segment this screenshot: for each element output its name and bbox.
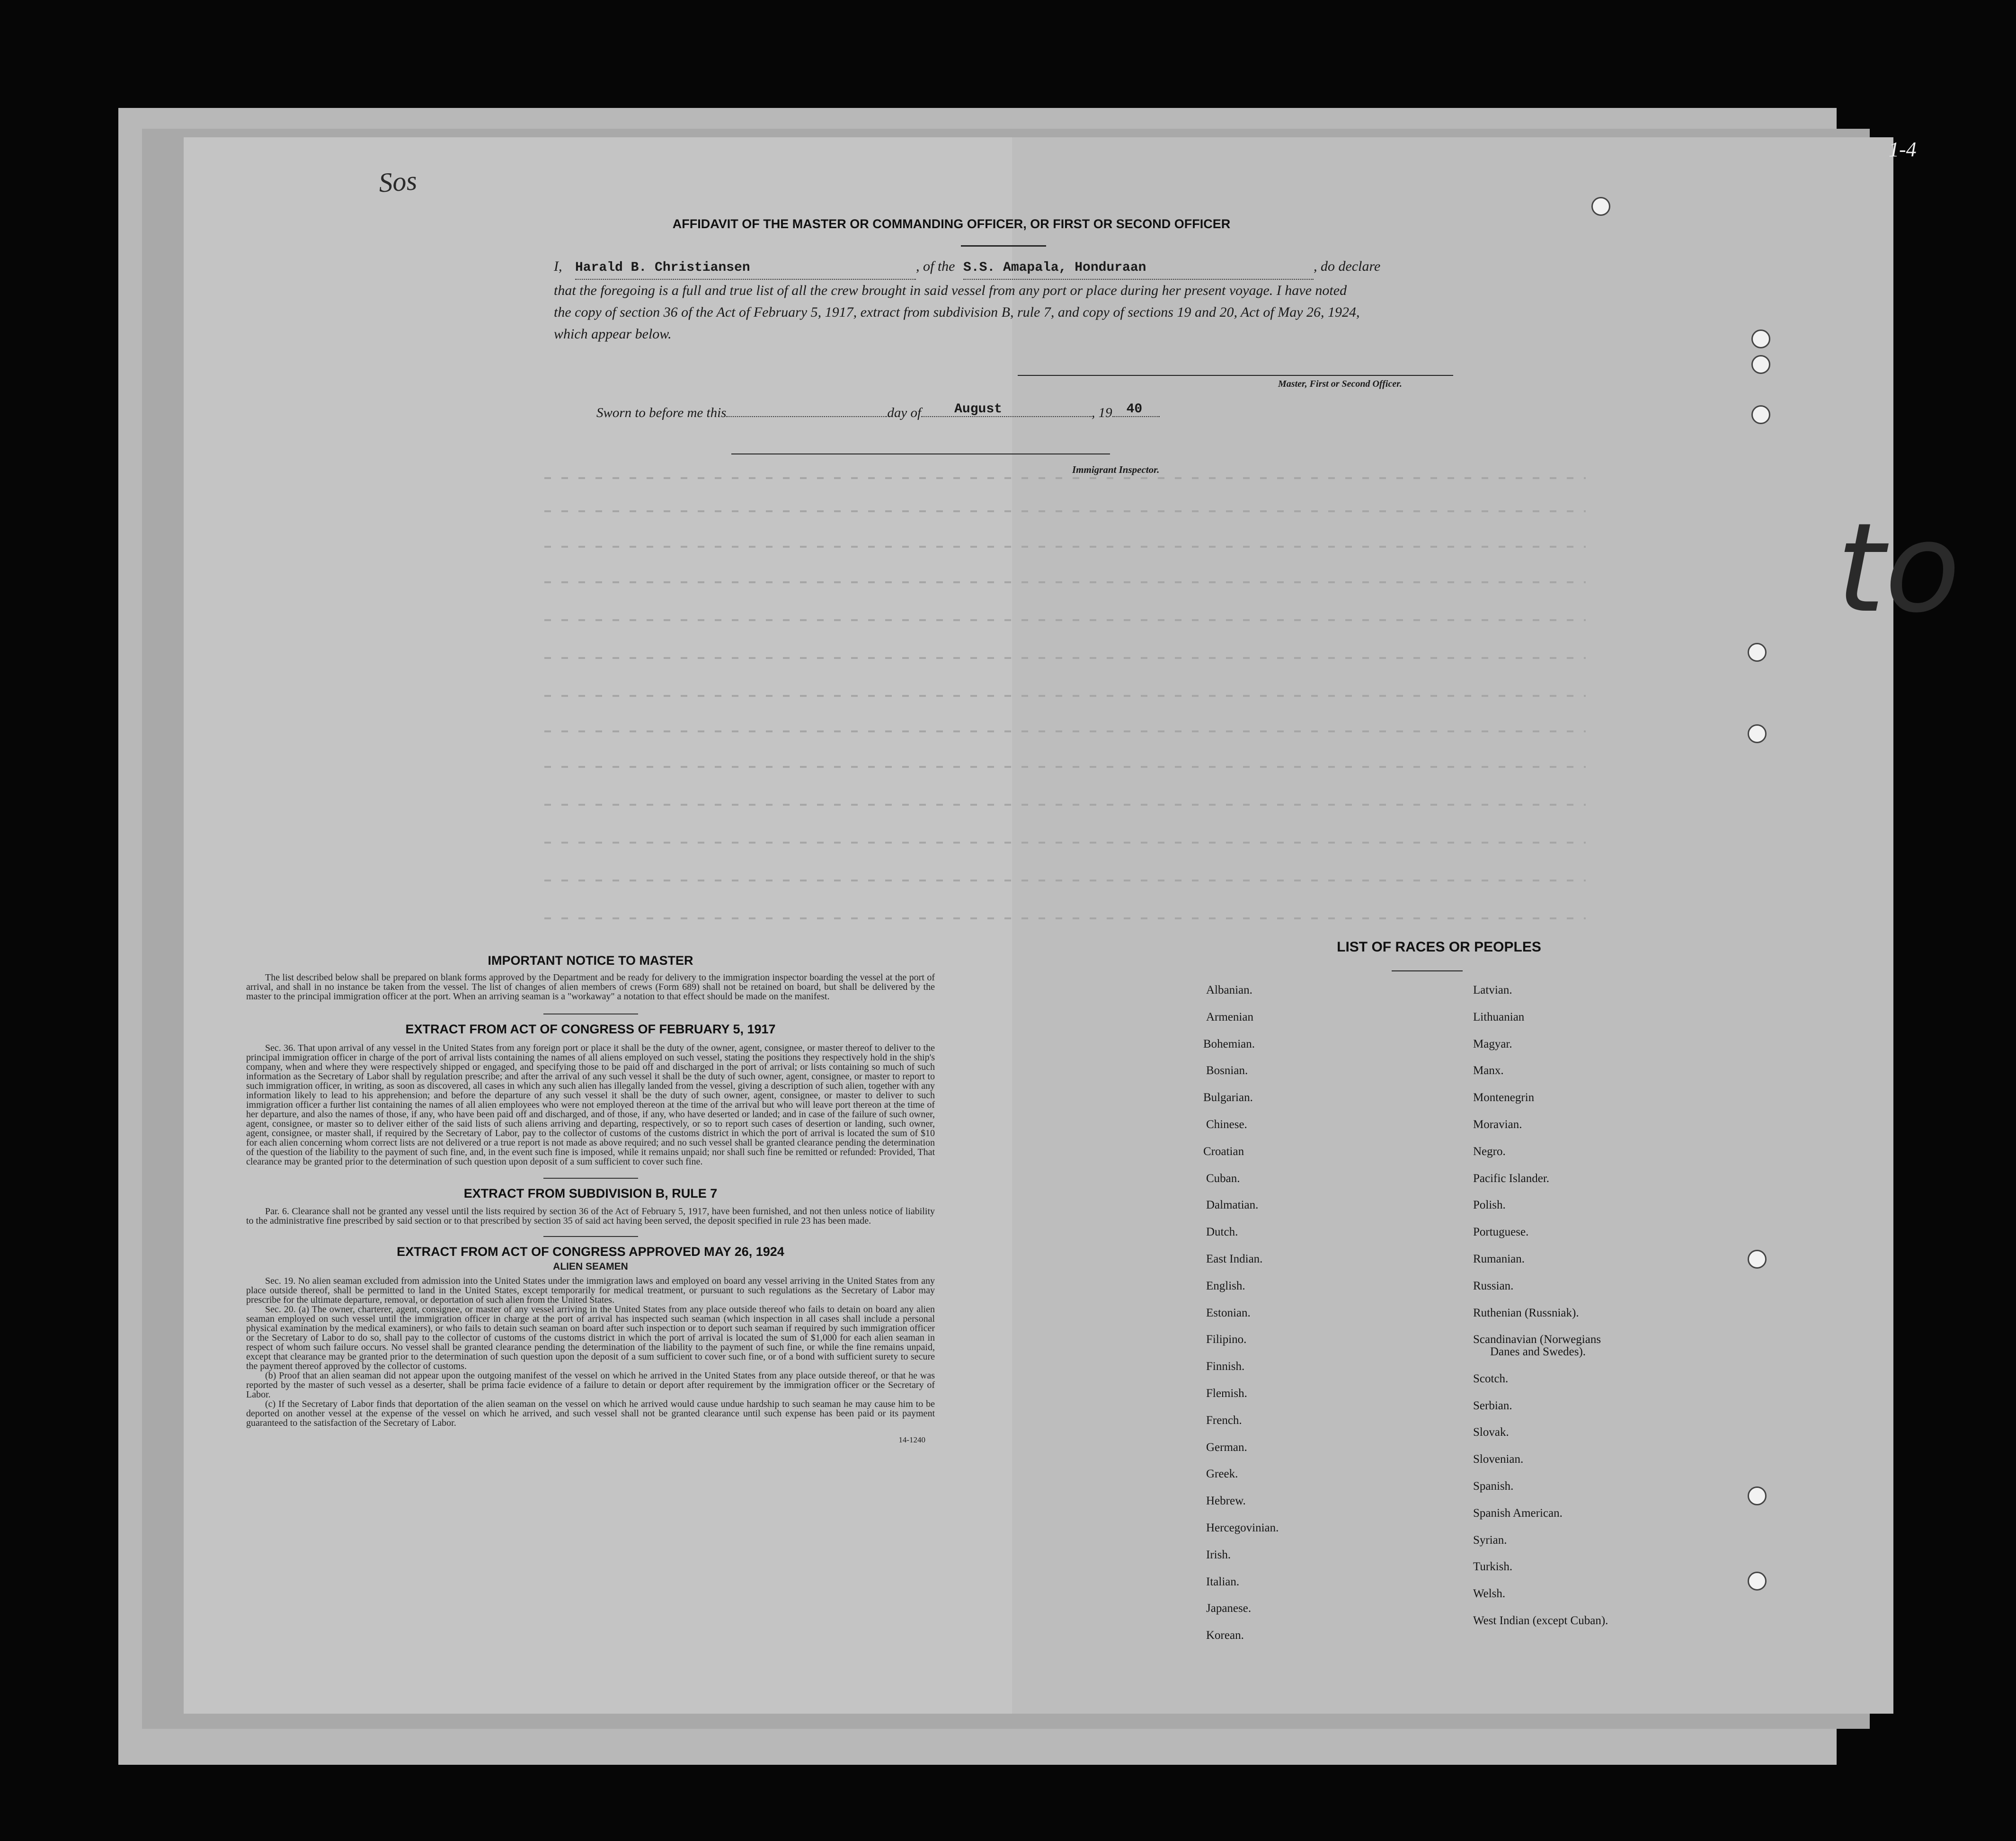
form-number: 14-1240 <box>898 1435 925 1444</box>
notice-body: The list described below shall be prepared on blank forms approved by the Department and be ready for delivery to the immigration inspector boarding the vessel at the port of arrival, and shall in no instance be taken from the vessel. The list of changes of alien members of crews (Form 689) shall not be retained on board, but shall be delivered by the master to the principal immigration officer at the port. When an arriving seaman is a "workaway" a notation to that effect should be made on the manifest. <box>246 972 935 1002</box>
race-item: Pacific Islander. <box>1473 1172 1550 1185</box>
extract-1917-title: EXTRACT FROM ACT OF CONGRESS OF FEBRUARY 5, 1917 <box>405 1022 776 1036</box>
race-item: Rumanian. <box>1473 1253 1525 1265</box>
race-item: Welsh. <box>1473 1587 1506 1601</box>
affidavit-line-4: which appear below. <box>554 326 672 342</box>
year-prefix: , 19 <box>1092 405 1112 420</box>
extract-1917-body: Sec. 36. That upon arrival of any vessel in the United States from any foreign port or place it shall be the duty of the owner, agent, consignee, or master thereof to deliver to the principal immigration officer in charge of the port of arrival lists containing the names of all aliens employed on such vessel, stating the positions they respectively hold in the ship's company, when and where they were respectively shipped or engaged, and specifying those to be paid off and discharged in the port of arrival; or lists containing so much of such information as the Secretary of Labor shall by regulation prescribe; and after the arrival of any such vessel it shall be the duty of such owner, agent, consignee, or master to report to such immigration officer, in writing, as soon as discovered, all cases in which any such alien has illegally landed from the vessel, giving a description of such alien, together with any information likely to lead to his apprehension; and before the departure of any such vessel it shall be the duty of such owner, agent, consignee, or master to deliver to such immigration officer a further list containing the names of all alien employees who were not employed thereon at the time of the arrival but who will leave port thereon at the time of her departure, and also the names of those, if any, who have been paid off and discharged, and of those, if any, who have deserted or landed; and in case of the failure of such owner, agent, consignee, or master so to deliver either of the said lists of such aliens arriving and departing, respectively, or so to report such cases of desertion or landing, such owner, agent, consignee, or master shall, if required by the Secretary of Labor, pay to the collector of customs of the customs district in which the port of arrival is located the sum of $10 for each alien concerning whom correct lists are not delivered or a true report is not made as above required; and no such vessel shall be granted clearance pending the determination of the question of the liability to the payment of such fine, and, in the event such fine is imposed, while it remains unpaid; nor shall such fine be remitted or refunded: Provided, That clearance may be granted prior to the determination of such question upon deposit of a sum sufficient to cover such fine. <box>246 1043 935 1167</box>
margin-note-top-left: Sos <box>377 165 418 198</box>
notice-column <box>246 953 935 1445</box>
sec-19-body: Sec. 19. No alien seaman excluded from admission into the United States under the immigration laws and employed on board any vessel arriving in the United States from any place outside thereof, shall be permitted to land in the United States, except temporarily for medical treatment, or pursuant to such regulations as the Secretary of Labor may prescribe for the ultimate departure, removal, or deportation of such alien from the United States. <box>246 1276 935 1305</box>
punch-hole <box>1751 355 1770 374</box>
race-item: Moravian. <box>1473 1118 1522 1131</box>
master-name: Harald B. Christiansen <box>575 260 750 275</box>
race-item: Slovenian. <box>1473 1453 1524 1466</box>
punch-hole <box>1748 1250 1767 1269</box>
race-item: Cuban. <box>1206 1172 1240 1185</box>
race-item: Spanish American. <box>1473 1506 1563 1520</box>
master-caption: Master, First or Second Officer. <box>1278 379 1402 389</box>
punch-hole <box>1748 724 1767 743</box>
extract-rule7-title: EXTRACT FROM SUBDIVISION B, RULE 7 <box>463 1186 718 1201</box>
race-item: Serbian. <box>1473 1399 1512 1412</box>
notice-title: IMPORTANT NOTICE TO MASTER <box>488 953 693 968</box>
extract-1924-title: EXTRACT FROM ACT OF CONGRESS APPROVED MAY 26, 1924 <box>397 1245 784 1259</box>
race-item: Turkish. <box>1473 1560 1513 1574</box>
race-item: Ruthenian (Russniak). <box>1473 1306 1579 1319</box>
master-signature-line <box>1018 375 1453 376</box>
race-item: East Indian. <box>1206 1253 1263 1265</box>
i-label: I, <box>554 258 562 274</box>
punch-hole <box>1591 197 1610 216</box>
race-item: Japanese. <box>1206 1602 1252 1615</box>
race-item: Hebrew. <box>1206 1494 1246 1508</box>
punch-hole <box>1751 405 1770 424</box>
of-the-label: , of the <box>916 258 955 274</box>
race-item: German. <box>1206 1441 1247 1454</box>
section-rule <box>543 1236 638 1237</box>
alien-seamen-subtitle: ALIEN SEAMEN <box>553 1261 628 1272</box>
race-item: Scotch. <box>1473 1372 1509 1385</box>
races-title: LIST OF RACES OR PEOPLES <box>1337 939 1541 955</box>
margin-note-top-right: 1-4 <box>1889 138 1917 161</box>
section-rule <box>543 1178 638 1179</box>
affidavit-title: AFFIDAVIT OF THE MASTER OR COMMANDING OFFICER, OR FIRST OR SECOND OFFICER <box>672 217 1231 231</box>
day-of-label: day of <box>887 405 922 420</box>
race-item: Spanish. <box>1473 1479 1514 1493</box>
affidavit-body <box>554 256 1453 345</box>
race-item: Portuguese. <box>1473 1226 1529 1239</box>
race-item: Bulgarian. <box>1203 1091 1253 1104</box>
sworn-month: August <box>954 402 1002 417</box>
race-item: Danes and Swedes). <box>1490 1345 1586 1358</box>
race-item: French. <box>1206 1414 1242 1427</box>
sworn-year: 40 <box>1126 402 1143 417</box>
race-item: Latvian. <box>1473 984 1512 996</box>
race-item: Russian. <box>1473 1279 1514 1292</box>
extract-rule7-body: Par. 6. Clearance shall not be granted any vessel until the lists required by section 36 of the Act of February 5, 1917, have been furnished, and not then unless notice of liability to the administrative fine prescribed by said section or to that prescribed by section 35 of said act having been served, the deposit specified in rule 23 has been made. <box>246 1206 935 1226</box>
race-item: English. <box>1206 1279 1245 1292</box>
race-item: Scandinavian (Norwegians <box>1473 1333 1601 1346</box>
punch-hole <box>1751 329 1770 348</box>
race-item: Polish. <box>1473 1199 1506 1212</box>
race-item: Korean. <box>1206 1629 1244 1642</box>
race-item: Estonian. <box>1206 1306 1251 1319</box>
sworn-label: Sworn to before me this <box>596 405 727 420</box>
inspector-caption: Immigrant Inspector. <box>1072 464 1160 475</box>
race-item: Bosnian. <box>1206 1064 1248 1077</box>
race-item: Flemish. <box>1206 1387 1247 1400</box>
race-item: Irish. <box>1206 1548 1231 1561</box>
race-item: Croatian <box>1203 1145 1244 1158</box>
affidavit-line-3: the copy of section 36 of the Act of February 5, 1917, extract from subdivision B, rule 7, and copy of sections 19 and 20, Act of May 26, 1924, <box>554 304 1360 320</box>
race-item: Chinese. <box>1206 1118 1247 1131</box>
race-item: Slovak. <box>1473 1426 1509 1439</box>
race-item: Syrian. <box>1473 1533 1507 1547</box>
vessel-name: S.S. Amapala, Honduraan <box>963 260 1146 275</box>
race-item: Hercegovinian. <box>1206 1521 1279 1534</box>
sworn-line <box>596 402 1160 421</box>
race-item: Dalmatian. <box>1206 1199 1259 1212</box>
sec-20b-body: (b) Proof that an alien seaman did not appear upon the outgoing manifest of the vessel on which he arrived in the United States from any place outside thereof, or that he was reported by the master of such vessel as a deserter, shall be prima facie evidence of a failure to detain or deport after requirement by the immigration officer or the Secretary of Labor. <box>246 1370 935 1400</box>
race-item: Armenian <box>1206 1010 1253 1023</box>
race-item: West Indian (except Cuban). <box>1473 1614 1608 1627</box>
do-declare-label: , do declare <box>1314 258 1381 274</box>
race-item: Manx. <box>1473 1064 1504 1077</box>
affidavit-line-2: that the foregoing is a full and true list of all the crew brought in said vessel from any port or place during her present voyage. I have noted <box>554 283 1347 298</box>
punch-hole <box>1748 643 1767 662</box>
race-item: Albanian. <box>1206 984 1252 996</box>
races-title-rule <box>1392 970 1463 971</box>
punch-hole <box>1748 1486 1767 1505</box>
race-item: Filipino. <box>1206 1333 1247 1346</box>
race-item: Finnish. <box>1206 1360 1245 1373</box>
race-item: Greek. <box>1206 1467 1238 1481</box>
race-item: Bohemian. <box>1203 1037 1255 1050</box>
race-item: Negro. <box>1473 1145 1506 1158</box>
race-item: Lithuanian <box>1473 1010 1525 1023</box>
race-item: Magyar. <box>1473 1037 1512 1050</box>
title-rule <box>961 245 1046 247</box>
sec-20a-body: Sec. 20. (a) The owner, charterer, agent, consignee, or master of any vessel arriving in the United States from any place outside thereof who fails to detain on board any alien seaman employed on such vessel until the immigration officer in charge at the port of arrival has inspected such seaman (which inspection in all cases shall include a personal physical examination by the medical examiners), or who fails to detain such seaman on board after such inspection or to deport such seaman if required by such immigration officer or the Secretary of Labor to do so, shall pay to the collector of customs of the customs district in which the port of arrival is located the sum of $1,000 for each alien seaman in respect of whom such failure occurs. No vessel shall be granted clearance pending the determination of the liability to the payment of such fine, or while the fine remains unpaid, except that clearance may be granted prior to the determination of such question upon the deposit of a sum sufficient to cover such fine, or of a bond with sufficient surety to secure the payment thereof approved by the collector of customs. <box>246 1304 935 1371</box>
race-item: Montenegrin <box>1473 1091 1535 1104</box>
sec-20c-body: (c) If the Secretary of Labor finds that deportation of the alien seaman on the vessel on which he arrived would cause undue hardship to such seaman he may cause him to be deported on another vessel at the expense of the vessel on which he arrived, and such vessel shall not be granted clearance until such expense has been paid or its payment guaranteed to the satisfaction of the Secretary of Labor. <box>246 1399 935 1428</box>
margin-note-to: to <box>1837 497 1961 640</box>
punch-hole <box>1748 1572 1767 1591</box>
race-item: Dutch. <box>1206 1226 1238 1239</box>
race-item: Italian. <box>1206 1575 1240 1588</box>
